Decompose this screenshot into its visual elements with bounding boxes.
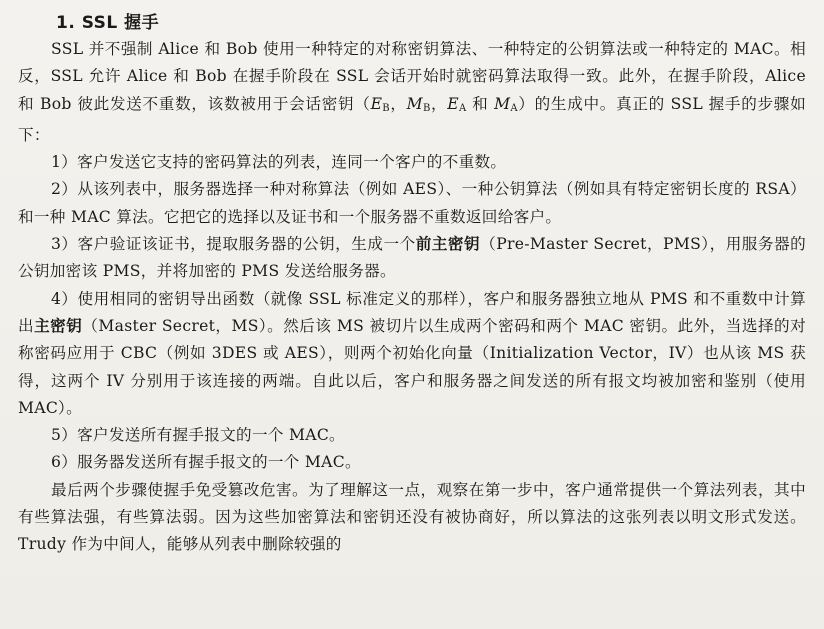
step-3-text-b: （Pre-Master Secret，PMS），用服务器的公钥加密该 PMS，并将加密的 PMS 发送给服务器。 [18,235,806,281]
step-4-text-b: （Master Secret，MS）。然后该 MS 被切片以生成两个密码和两个 MAC 密钥。此外，当选择的对称密码应用于 CBC（例如 3DES 或 AES），则两个初始化向量（Initialization Vector，IV）也从该 MS 获得，这两个 IV 分别用于该连接的两端。自此以后，客户和服务器之间发送的所有报文均被加密和鉴别（使用 MAC）。 [18,316,806,417]
section-heading: 1. SSL 握手 [56,13,160,33]
step-3-text-a: 3）客户验证该证书，提取服务器的公钥，生成一个 [51,235,416,254]
step-3 [18,231,806,286]
term-master-secret: 主密钥 [34,316,83,335]
comma: ， [389,94,407,113]
step-5: 5）客户发送所有握手报文的一个 MAC。 [51,426,345,445]
comma: ， [430,94,448,113]
key-sub-a2: A [510,102,518,114]
intro-end: ）的生成中。真正的 SSL 握手的步骤如下： [18,94,806,144]
key-e: E [370,94,383,113]
key-m: M [406,94,423,113]
step-6: 6）服务器发送所有握手报文的一个 MAC。 [51,453,361,472]
key-e2: E [447,94,459,113]
key-m2: M [494,94,511,113]
term-pre-master-secret: 前主密钥 [415,235,481,254]
and-word: 和 [466,94,495,113]
paragraph-intro [18,36,806,149]
step-4-text-a: 4）使用相同的密钥导出函数（就像 SSL 标准定义的那样），客户和服务器独立地从 PMS 和不重数中计算出 [18,289,806,335]
key-sub-b: B [382,102,390,114]
key-sub-a: A [458,102,467,114]
key-sub-b2: B [422,102,431,114]
step-4 [18,286,806,422]
step-2: 2）从该列表中，服务器选择一种对称算法（例如 AES）、一种公钥算法（例如具有特定密钥长度的 RSA）和一种 MAC 算法。它把它的选择以及证书和一个服务器不重数返回给客户。 [18,180,806,226]
step-1: 1）客户发送它支持的密码算法的列表，连同一个客户的不重数。 [51,153,507,172]
intro-text: SSL 并不强制 Alice 和 Bob 使用一种特定的对称密钥算法、一种特定的公钥算法或一种特定的 MAC。相反，SSL 允许 Alice 和 Bob 在握手阶段在 SSL 会话开始时就密码算法取得一致。此外，在握手阶段，Alice 和 Bob 彼此发送不重数，该数被用于会话密钥（ [18,40,806,113]
paragraph-final: 最后两个步骤使握手免受篡改危害。为了理解这一点，观察在第一步中，客户通常提供一个算法列表，其中有些算法强，有些算法弱。因为这些加密算法和密钥还没有被协商好，所以算法的这张列表以明文形式发送。Trudy 作为中间人，能够从列表中删除较强的 [18,480,806,554]
